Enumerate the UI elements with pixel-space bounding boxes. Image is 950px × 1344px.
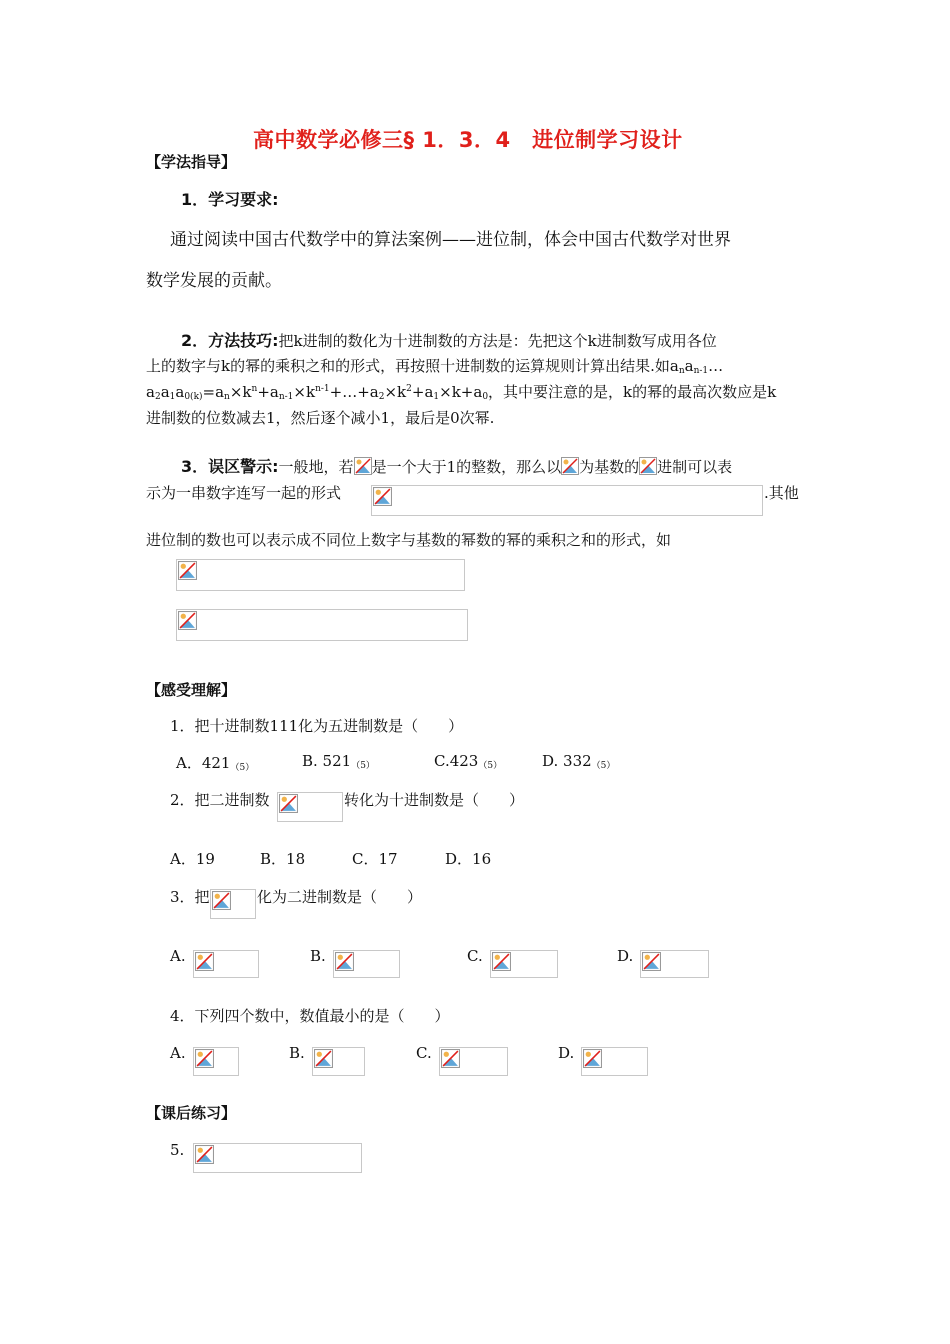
broken-image-icon <box>212 891 231 910</box>
image-placeholder-q3 <box>210 889 256 919</box>
broken-image-icon <box>195 952 214 971</box>
broken-image-icon <box>314 1049 333 1068</box>
section-guide: 【学法指导】 <box>146 153 237 171</box>
broken-image-icon <box>195 1145 214 1164</box>
q3-option-d-image <box>640 950 709 978</box>
warning-text-4: 进制可以表 <box>657 458 733 476</box>
image-placeholder-example-1 <box>176 559 465 591</box>
broken-image-icon <box>441 1049 460 1068</box>
formula-expansion: $a_2a_1a_{0(k)}=a_n\times k^n+a_{n-1}\times k^{n-1}+\dots+a_2\times k^2+a_1\times k+a_0$ <box>146 383 489 402</box>
warning-line-3: 进位制的数也可以表示成不同位上数字与基数的幂数的幂的乘积之和的形式，如 <box>146 531 672 549</box>
q4-option-a-label: A. <box>170 1044 186 1062</box>
broken-image-icon <box>639 457 657 475</box>
q4-option-d-image <box>581 1047 648 1076</box>
q1-option-d-base: （5） <box>591 761 616 771</box>
warning-line-2: 示为一串数字连写一起的形式 <box>146 484 342 502</box>
requirement-line-2: 数学发展的贡献。 <box>146 271 282 291</box>
question-2-pre: 2．把二进制数 <box>170 791 270 809</box>
method-line-1 <box>181 328 717 351</box>
broken-image-icon <box>373 487 392 506</box>
broken-image-icon <box>178 561 197 580</box>
requirement-line-1: 通过阅读中国古代数学中的算法案例——进位制，体会中国古代数学对世界 <box>170 230 731 250</box>
q3-option-b-image <box>333 950 400 978</box>
broken-image-icon <box>642 952 661 971</box>
method-heading: 2．方法技巧: <box>181 331 279 350</box>
broken-image-icon <box>354 457 372 475</box>
q4-option-a-image <box>193 1047 239 1076</box>
broken-image-icon <box>195 1049 214 1068</box>
image-placeholder-q2 <box>277 792 343 822</box>
q3-option-b-label: B. <box>310 947 326 965</box>
warning-line-2-tail: .其他 <box>764 484 799 502</box>
question-3-post: 化为二进制数是（ ） <box>257 888 423 906</box>
q1-option-a <box>176 752 254 773</box>
warning-text-3: 为基数的 <box>579 458 640 476</box>
q3-option-d-label: D. <box>617 947 634 965</box>
section-practice: 【课后练习】 <box>146 1104 237 1122</box>
question-1: 1．把十进制数111化为五进制数是（ ） <box>170 717 464 735</box>
formula-start: $a_na_{n-1}\dots$ <box>669 357 724 376</box>
question-3-pre: 3．把 <box>170 888 210 906</box>
warning-line-1 <box>181 454 732 477</box>
q3-option-c-label: C. <box>467 947 483 965</box>
page-title: 高中数学必修三§ 1．3．4 进位制学习设计 <box>253 128 683 152</box>
q1-option-d-label: D. 332 <box>542 752 592 770</box>
q3-option-c-image <box>490 950 558 978</box>
q2-option-c: C．17 <box>352 850 398 868</box>
warning-text-1: 一般地，若 <box>278 458 354 476</box>
q4-option-b-label: B. <box>289 1044 305 1062</box>
q4-option-c-image <box>439 1047 508 1076</box>
question-5-label: 5. <box>170 1141 185 1159</box>
q2-option-a: A．19 <box>170 850 215 868</box>
q1-option-b-label: B. 521 <box>302 752 352 770</box>
q1-option-c-base: （5） <box>478 761 503 771</box>
method-line-2 <box>146 355 723 376</box>
broken-image-icon <box>335 952 354 971</box>
q1-option-c-label: C.423 <box>434 752 479 770</box>
q4-option-b-image <box>312 1047 365 1076</box>
q1-option-c <box>434 752 502 771</box>
method-text-1: 把k进制的数化为十进制数的方法是：先把这个k进制数写成用各位 <box>278 332 717 350</box>
q3-option-a-image <box>193 950 259 978</box>
question-2-post: 转化为十进制数是（ ） <box>344 791 525 809</box>
q1-option-a-base: （5） <box>230 763 255 773</box>
q1-option-b-base: （5） <box>351 761 375 771</box>
q1-option-b <box>302 752 375 771</box>
q3-option-a-label: A. <box>170 947 186 965</box>
method-line-3 <box>146 381 776 402</box>
warning-heading: 3．误区警示: <box>181 457 279 476</box>
broken-image-icon <box>279 794 298 813</box>
question-4: 4．下列四个数中，数值最小的是（ ） <box>170 1007 450 1025</box>
broken-image-icon <box>583 1049 602 1068</box>
broken-image-icon <box>561 457 579 475</box>
broken-image-icon <box>492 952 511 971</box>
broken-image-icon <box>178 611 197 630</box>
q2-option-d: D．16 <box>445 850 492 868</box>
warning-text-2: 是一个大于1的整数，那么以 <box>371 458 562 476</box>
q4-option-c-label: C. <box>416 1044 432 1062</box>
image-placeholder-q5 <box>193 1143 362 1173</box>
method-text-2: 上的数字与k的幂的乘积之和的形式，再按照十进制数的运算规则计算出结果.如 <box>146 357 670 375</box>
method-line-4: 进制数的位数减去1，然后逐个减小1，最后是0次幂. <box>146 409 495 427</box>
q4-option-d-label: D. <box>558 1044 575 1062</box>
method-text-3: ，其中要注意的是，k的幂的最高次数应是k <box>488 383 777 401</box>
image-placeholder-form <box>371 485 763 516</box>
section-understand: 【感受理解】 <box>146 681 237 699</box>
q1-option-a-label: A．421 <box>176 754 231 772</box>
q1-option-d <box>542 752 615 771</box>
requirement-heading: 1．学习要求: <box>181 190 279 209</box>
q2-option-b: B．18 <box>260 850 306 868</box>
image-placeholder-example-2 <box>176 609 468 641</box>
